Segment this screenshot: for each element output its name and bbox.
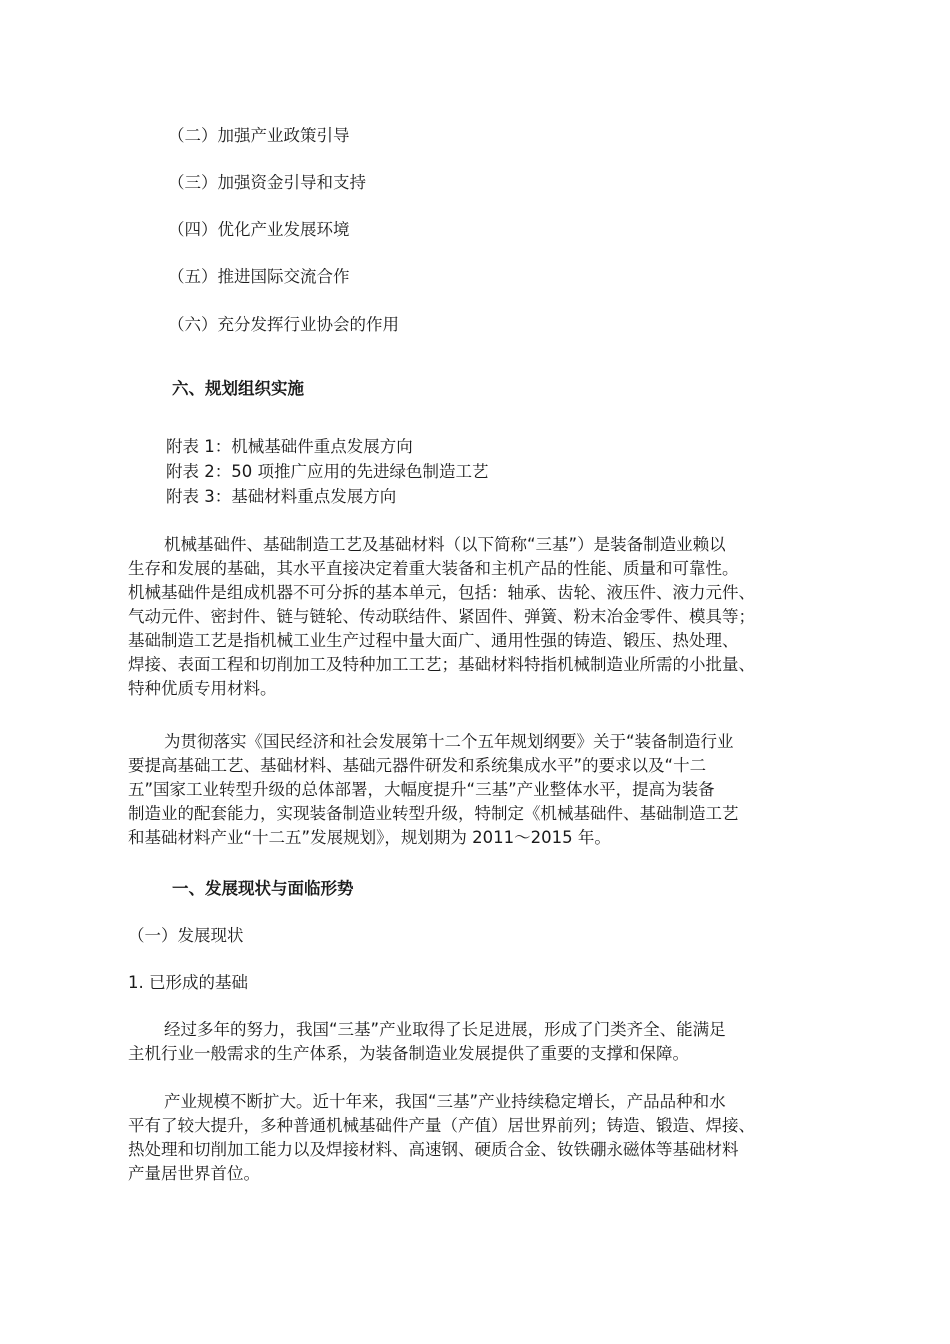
appendix-item: 附表 2：50 项推广应用的先进绿色制造工艺	[166, 462, 489, 481]
paragraph: 机械基础件、基础制造工艺及基础材料（以下简称“三基”）是装备制造业赖以 生存和发展的基础，其水平直接决定着重大装备和主机产品的性能、质量和可靠性。 机械基础件是组成机器不可分拆的基本单元，包括：轴承、齿轮、液压件、液力元件、 气动元件、密封件、链与链轮、传动联结件、紧固件、弹簧、粉末冶金零件、模具等； 基础制造工艺是指机械工业生产过程中量大面广、通用性强的铸造、锻压、热处理、 焊接、表面工程和切削加工及特种加工工艺；基础材料特指机械制造业所需的小批量、 特种优质专用材料。	[128, 535, 755, 698]
toc-item: （六）充分发挥行业协会的作用	[168, 315, 399, 334]
toc-item: （二）加强产业政策引导	[168, 126, 350, 145]
subsection-heading: 1. 已形成的基础	[128, 973, 248, 992]
paragraph: 为贯彻落实《国民经济和社会发展第十二个五年规划纲要》关于“装备制造行业 要提高基础工艺、基础材料、基础元器件研发和系统集成水平”的要求以及“十二 五”国家工业转型升级的总体部署，大幅度提升“三基”产业整体水平，提高为装备 制造业的配套能力，实现装备制造业转型升级，特制定《机械基础件、基础制造工艺 和基础材料产业“十二五”发展规划》，规划期为 2011～2015 年。	[128, 732, 739, 847]
subsection-heading: （一）发展现状	[128, 926, 244, 945]
section-heading: 六、规划组织实施	[172, 379, 304, 398]
appendix-item: 附表 1：机械基础件重点发展方向	[166, 437, 413, 456]
toc-item: （五）推进国际交流合作	[168, 267, 350, 286]
toc-item: （三）加强资金引导和支持	[168, 173, 366, 192]
toc-item: （四）优化产业发展环境	[168, 220, 350, 239]
section-heading: 一、发展现状与面临形势	[172, 879, 354, 898]
paragraph: 经过多年的努力，我国“三基”产业取得了长足进展，形成了门类齐全、能满足 主机行业一般需求的生产体系，为装备制造业发展提供了重要的支撑和保障。	[128, 1020, 726, 1063]
appendix-item: 附表 3：基础材料重点发展方向	[166, 487, 397, 506]
paragraph: 产业规模不断扩大。近十年来，我国“三基”产业持续稳定增长，产品品种和水 平有了较大提升，多种普通机械基础件产量（产值）居世界前列；铸造、锻造、焊接、 热处理和切削加工能力以及焊接材料、高速钢、硬质合金、钕铁硼永磁体等基础材料 产量居世界首位。	[128, 1092, 755, 1183]
